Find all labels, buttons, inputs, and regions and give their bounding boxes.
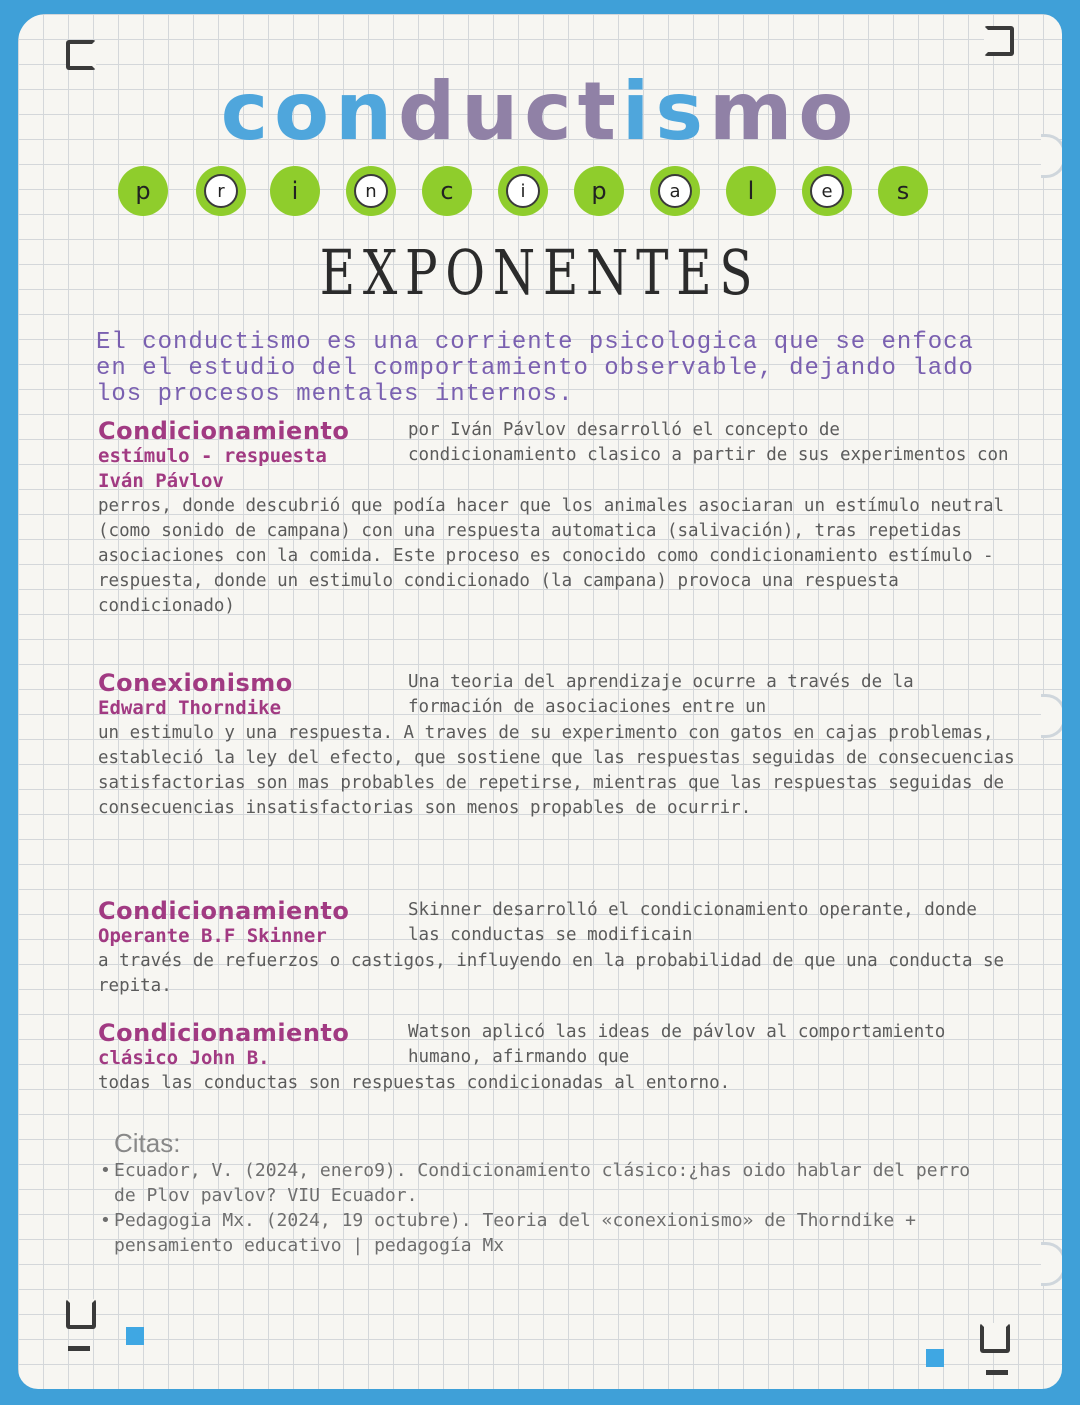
- decorative-dash: [68, 1346, 90, 1351]
- letter-bubble: l: [726, 166, 776, 216]
- section-title: Condicionamiento: [98, 1019, 350, 1047]
- section-subtitle: estímulo - respuesta: [98, 445, 327, 467]
- principales-bubbles: [118, 166, 958, 222]
- section-body: un estimulo y una respuesta. A traves de su experimento con gatos en cajas problemas, estableció la ley del efecto, que sostiene que las respuestas seguidas de consecuencias satisfactorias son mas probables de repetirse, mientras que las respuestas seguidas de consecuencias insatisfactorias son menos propables de ocurrir.: [98, 723, 1015, 818]
- section-body: todas las conductas son respuestas condicionadas al entorno.: [98, 1073, 731, 1093]
- page-subtitle: EXPONENTES: [319, 236, 761, 309]
- corner-bracket-top-left: [66, 40, 96, 70]
- citations-label: Citas:: [114, 1128, 181, 1158]
- letter-bubble: r: [196, 166, 246, 216]
- page-title: conductismo: [220, 65, 860, 158]
- letter-bubble: a: [650, 166, 700, 216]
- section-author: Iván Pávlov: [98, 470, 224, 492]
- section-body: perros, donde descubrió que podía hacer que los animales asociaran un estímulo neutral (como sonido de campana) con una respuesta automatica (salivación), tras repetidas asociaciones con la comida. Este proceso es conocido como condicionamiento estímulo - respuesta, donde un estimulo condicionado (la campana) provoca una respuesta condicionado): [98, 496, 1005, 616]
- section-skinner: [98, 898, 1018, 999]
- section-pavlov: [98, 418, 1018, 619]
- section-intro-text: Skinner desarrolló el condicionamiento operante, donde las conductas se modificain: [408, 900, 977, 945]
- letter-bubble: s: [878, 166, 928, 216]
- letter-bubble: i: [498, 166, 548, 216]
- section-body: a través de refuerzos o castigos, influyendo en la probabilidad de que una conducta se repita.: [98, 951, 1005, 996]
- section-title: Condicionamiento: [98, 417, 350, 445]
- binder-ring-hole: [1041, 694, 1062, 738]
- blue-square-decoration: [926, 1349, 944, 1367]
- section-intro-text: Una teoria del aprendizaje ocurre a través de la formación de asociaciones entre un: [408, 672, 914, 717]
- section-intro-text: por Iván Pávlov desarrolló el concepto de condicionamiento clasico a partir de sus experimentos con: [408, 420, 1009, 465]
- letter-bubble: i: [270, 166, 320, 216]
- binder-ring-hole: [1041, 1242, 1062, 1286]
- letter-bubble: p: [574, 166, 624, 216]
- decorative-dash: [986, 1370, 1008, 1375]
- intro-paragraph: El conductismo es una corriente psicologica que se enfoca en el estudio del comportamiento observable, dejando lado los procesos mentales internos.: [96, 329, 974, 408]
- section-thorndike: [98, 670, 1018, 821]
- letter-bubble: p: [118, 166, 168, 216]
- section-watson: [98, 1020, 1018, 1096]
- corner-bracket-bottom-right: [980, 1323, 1010, 1353]
- letter-bubble: c: [422, 166, 472, 216]
- notebook-page: [18, 14, 1062, 1389]
- section-subtitle: Operante B.F Skinner: [98, 925, 327, 947]
- letter-bubble: n: [346, 166, 396, 216]
- letter-bubble: e: [802, 166, 852, 216]
- corner-bracket-bottom-left: [66, 1299, 96, 1329]
- citation-item: • Pedagogia Mx. (2024, 19 octubre). Teoria del «conexionismo» de Thorndike + pensamiento educativo | pedagogía Mx: [114, 1208, 998, 1258]
- citations: [98, 1128, 998, 1258]
- section-title: Conexionismo: [98, 669, 293, 697]
- section-author: Edward Thorndike: [98, 697, 282, 719]
- corner-bracket-top-right: [984, 26, 1014, 56]
- section-title: Condicionamiento: [98, 897, 350, 925]
- citations-list: [98, 1158, 998, 1258]
- blue-square-decoration: [126, 1327, 144, 1345]
- section-subtitle: clásico John B.: [98, 1047, 270, 1069]
- section-intro-text: Watson aplicó las ideas de pávlov al comportamiento humano, afirmando que: [408, 1022, 946, 1067]
- citation-item: • Ecuador, V. (2024, enero9). Condicionamiento clásico:¿has oido hablar del perro de Plov pavlov? VIU Ecuador.: [114, 1158, 998, 1208]
